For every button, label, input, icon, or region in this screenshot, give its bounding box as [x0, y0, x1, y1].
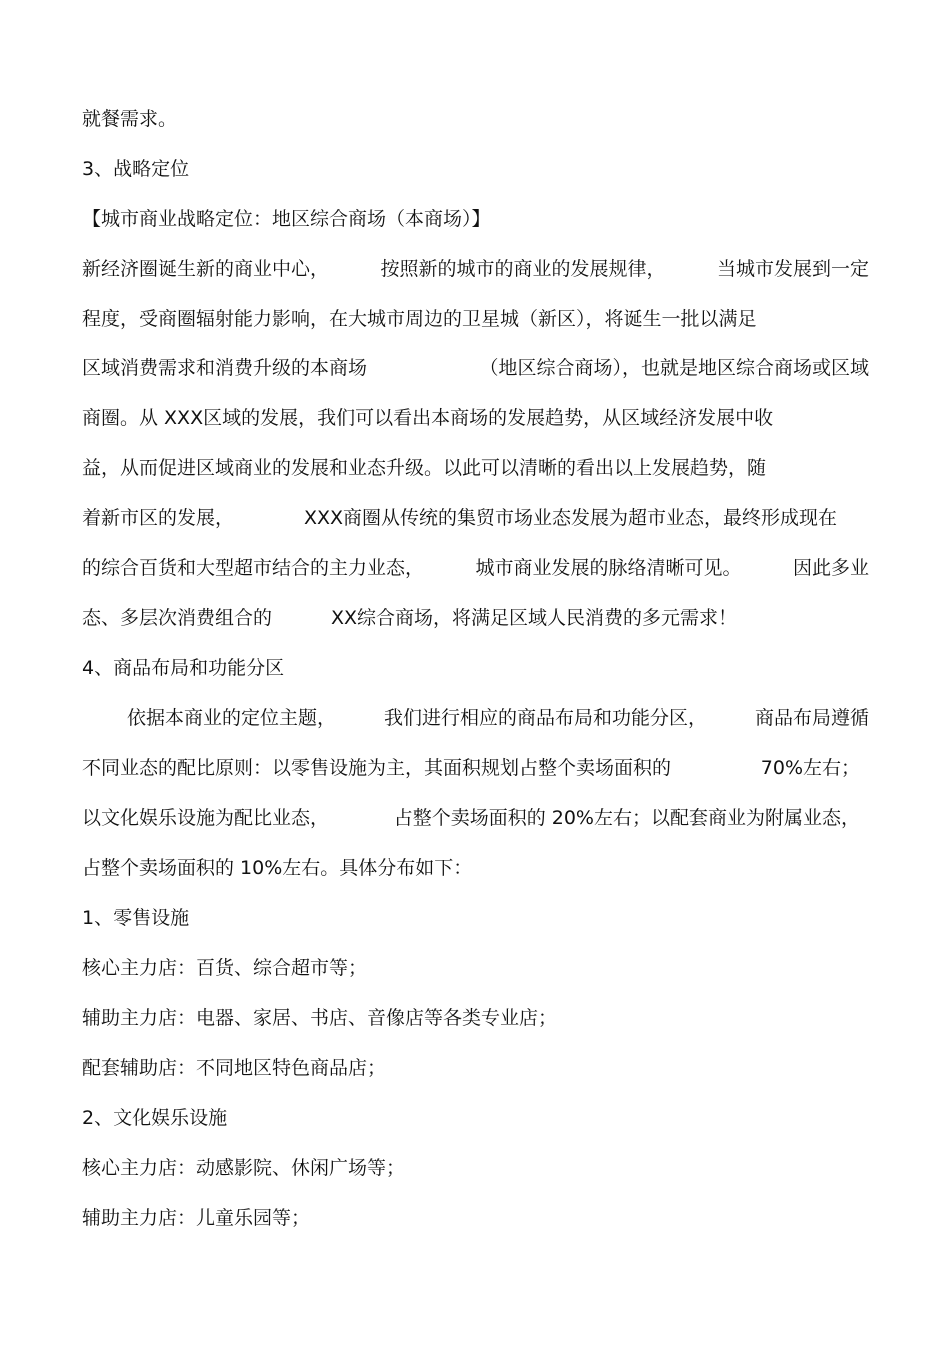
- section-heading-layout: 4、商品布局和功能分区: [82, 657, 285, 679]
- text-segment: 70%左右；: [760, 757, 860, 779]
- text-segment: 区域消费需求和消费升级的本商场: [82, 357, 368, 379]
- subheading-retail: 1、零售设施: [82, 907, 190, 929]
- text-segment: 当城市发展到一定: [716, 258, 869, 280]
- paragraph-line: [82, 555, 869, 581]
- text-segment: 按照新的城市的商业的发展规律，: [380, 258, 666, 280]
- text-segment: （地区综合商场），也就是地区综合商场或区域: [479, 357, 869, 379]
- bracket-heading: 【城市商业战略定位：地区综合商场（本商场）】: [82, 208, 491, 230]
- paragraph-line: 占整个卖场面积的 10%左右。具体分布如下：: [82, 857, 473, 879]
- text-segment: 以文化娱乐设施为配比业态，: [82, 807, 330, 829]
- section-heading-strategy: 3、战略定位: [82, 158, 190, 180]
- list-item: 核心主力店：动感影院、休闲广场等；: [82, 1157, 406, 1179]
- paragraph-line: [82, 755, 860, 781]
- text-segment: 商品布局遵循: [754, 707, 869, 729]
- paragraph-line: [82, 605, 737, 631]
- paragraph-line: [127, 705, 869, 731]
- text-segment: XX综合商场，将满足区域人民消费的多元需求！: [330, 607, 737, 629]
- list-item: 配套辅助店：不同地区特色商品店；: [82, 1057, 387, 1079]
- subheading-entertainment: 2、文化娱乐设施: [82, 1107, 228, 1129]
- text-segment: 城市商业发展的脉络清晰可见。: [475, 557, 742, 579]
- text-segment: 态、多层次消费组合的: [82, 607, 273, 629]
- paragraph-line: [82, 355, 869, 381]
- paragraph-line: 程度，受商圈辐射能力影响，在大城市周边的卫星城（新区），将诞生一批以满足: [82, 308, 757, 330]
- list-item: 辅助主力店：儿童乐园等；: [82, 1207, 311, 1229]
- text-segment: XXX商圈从传统的集贸市场业态发展为超市业态，最终形成现在: [303, 507, 837, 529]
- paragraph-line: 商圈。从 XXX区域的发展，我们可以看出本商场的发展趋势，从区域经济发展中收: [82, 407, 774, 429]
- paragraph-line: 益，从而促进区域商业的发展和业态升级。以此可以清晰的看出以上发展趋势，随: [82, 457, 767, 479]
- text-segment: 我们进行相应的商品布局和功能分区，: [383, 707, 707, 729]
- text-segment: 着新市区的发展，: [82, 507, 235, 529]
- paragraph-line: [82, 805, 860, 831]
- text-segment: 不同业态的配比原则：以零售设施为主，其面积规划占整个卖场面积的: [82, 757, 672, 779]
- text-segment: 依据本商业的定位主题，: [127, 707, 337, 729]
- paragraph-line: [82, 256, 869, 282]
- list-item: 辅助主力店：电器、家居、书店、音像店等各类专业店；: [82, 1007, 558, 1029]
- text-segment: 的综合百货和大型超市结合的主力业态，: [82, 557, 425, 579]
- paragraph-line: [82, 505, 837, 531]
- list-item: 核心主力店：百货、综合超市等；: [82, 957, 368, 979]
- paragraph-line: 就餐需求。: [82, 108, 178, 130]
- text-segment: 占整个卖场面积的 20%左右；以配套商业为附属业态，: [393, 807, 860, 829]
- text-segment: 新经济圈诞生新的商业中心，: [82, 258, 330, 280]
- text-segment: 因此多业: [792, 557, 869, 579]
